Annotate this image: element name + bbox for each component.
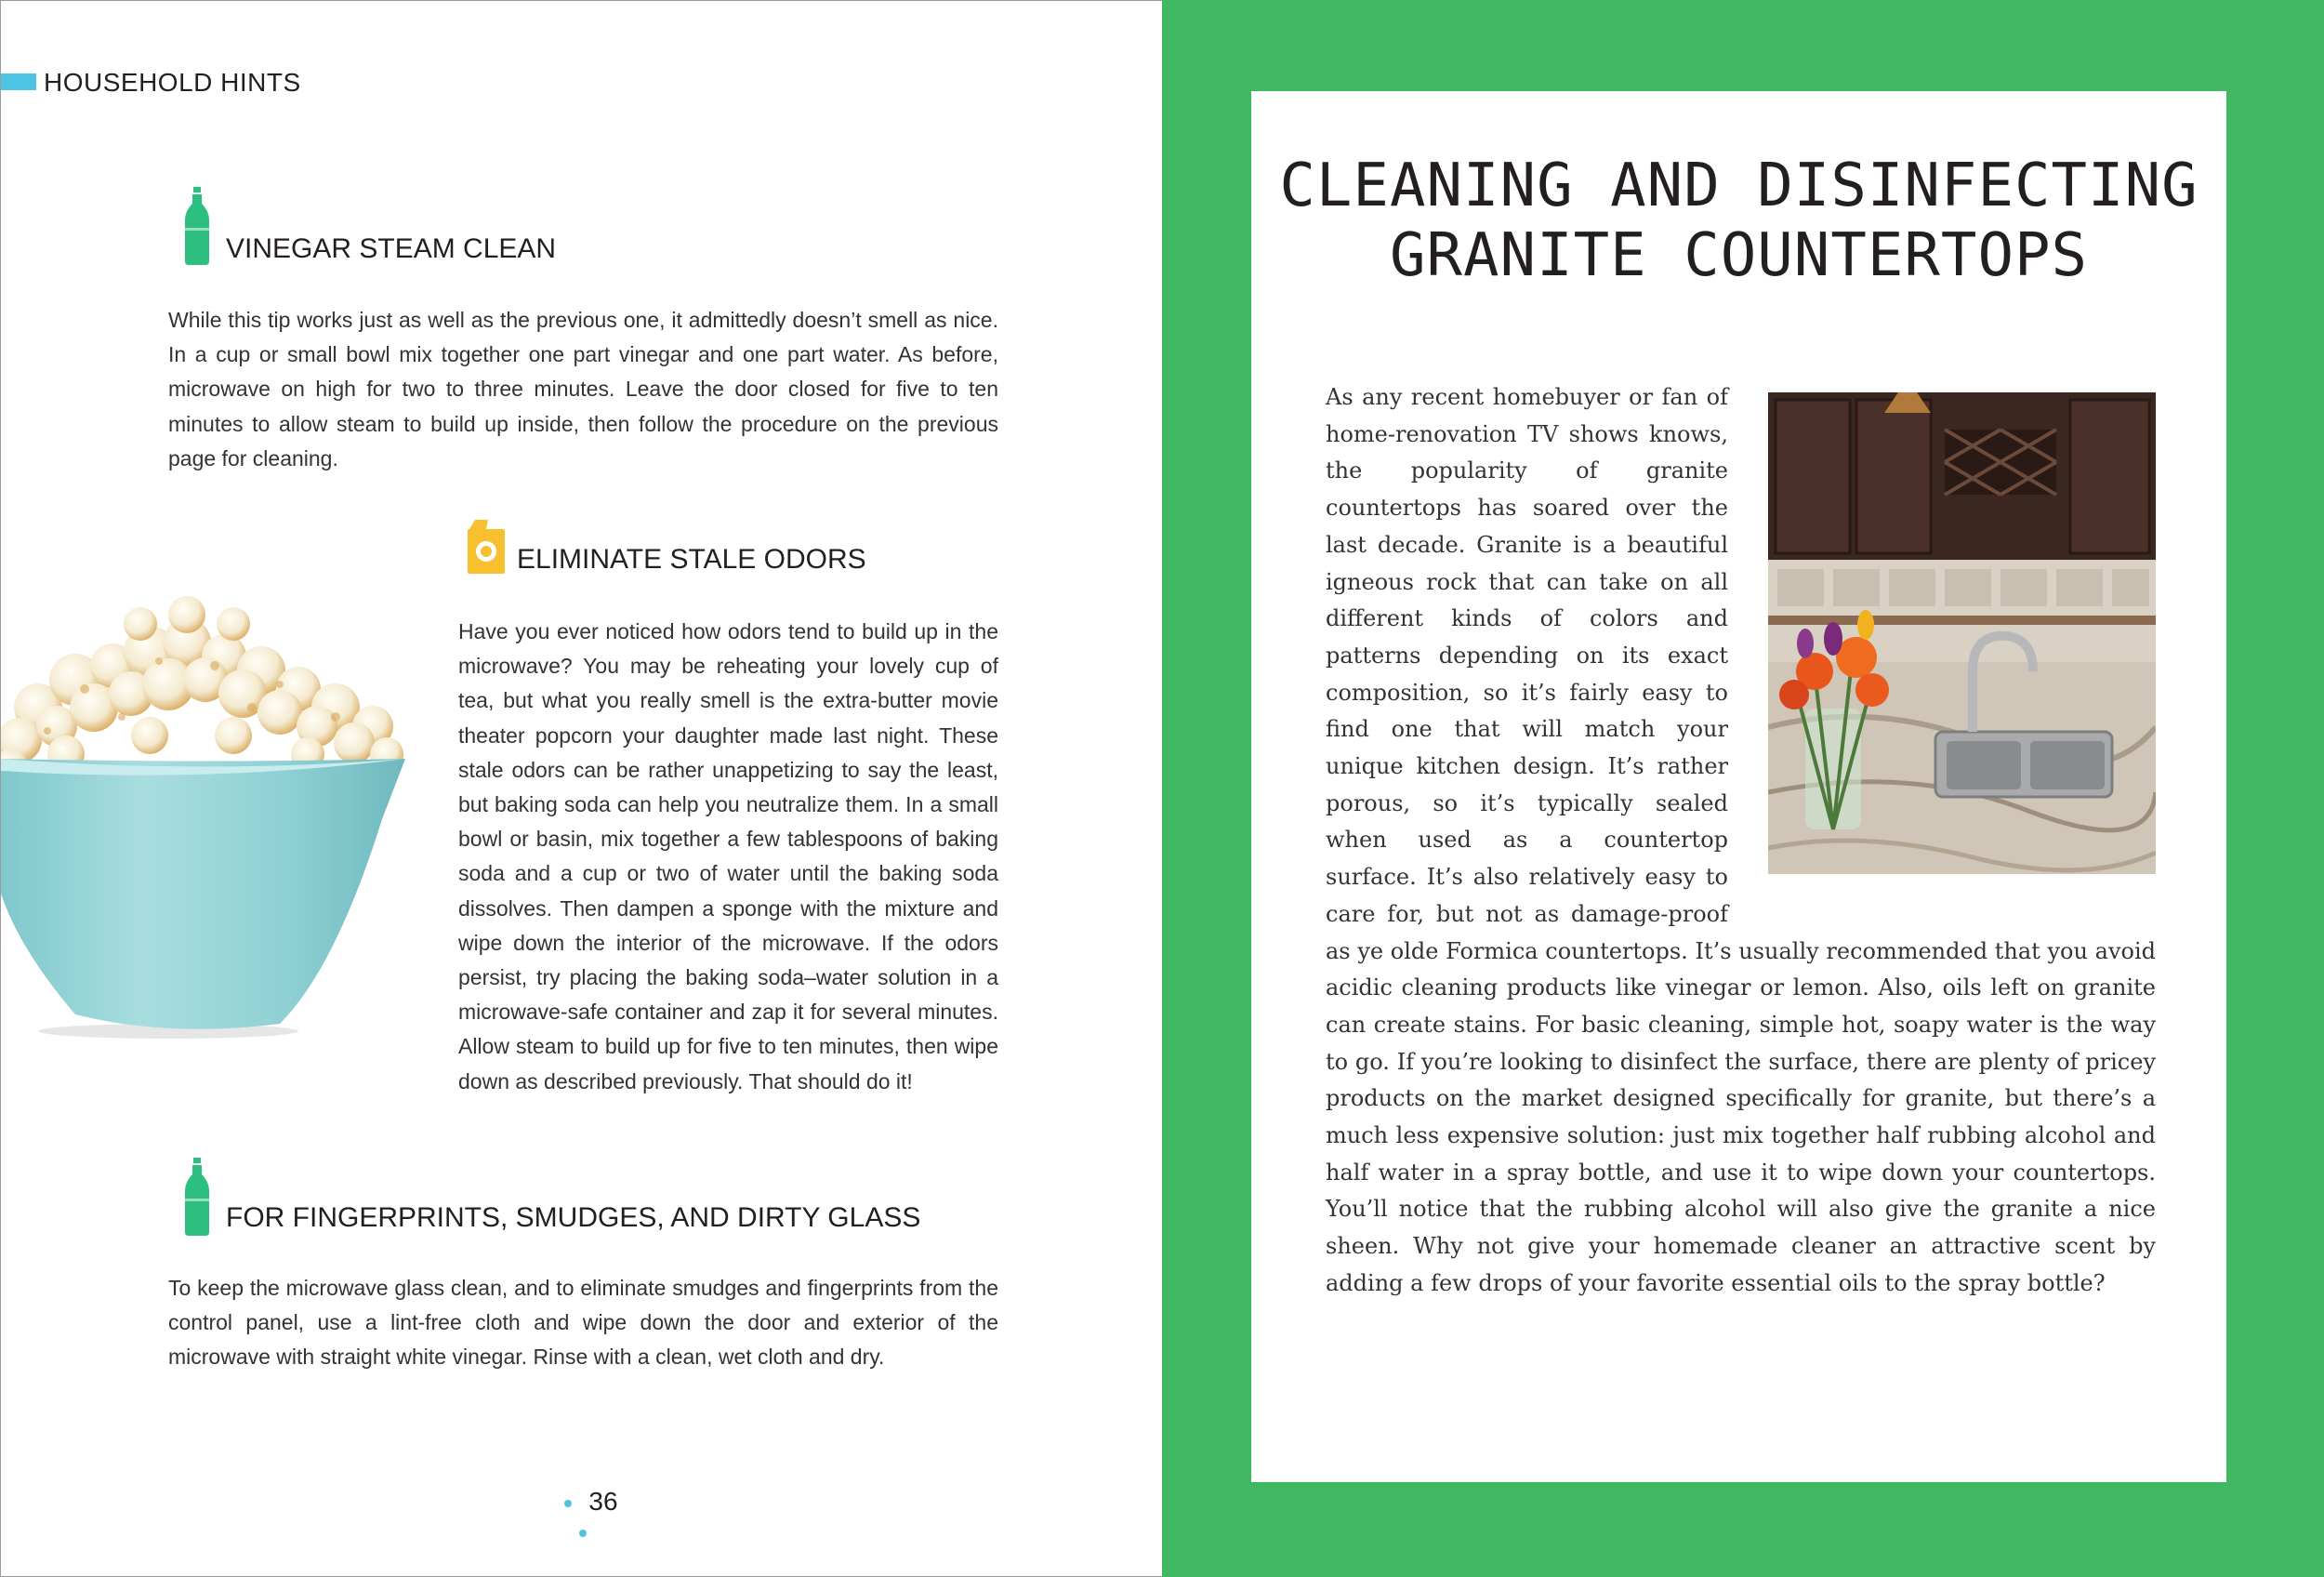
popcorn-bowl-image (1, 577, 410, 1042)
card-title: CLEANING AND DISINFECTING GRANITE COUNTERTOPS (1279, 152, 2199, 290)
page-number-dot (564, 1500, 572, 1507)
section-body-stale-odors: Have you ever noticed how odors tend to build up in the microwave? You may be reheating your lovely cup of tea, but what you really smell is the extra-butter movie theater popcorn your daughter made last night. These stale odors can be rather unappetizing to say the least, but baking soda can help you neutralize them. In a small bowl or basin, mix together a few tablespoons of baking soda and a cup or two of water until the baking soda dissolves. Then dampen a sponge with the mixture and wipe down the interior of the microwave. If the odors persist, try placing the baking soda–water solution in a microwave-safe container and zap it for several minutes. Allow steam to build up for five to ten minutes, then wipe down as described previously. That should do it! (458, 619, 998, 1093)
image-wrap-spacer (1728, 379, 2156, 896)
section-heading-vinegar-steam: VINEGAR STEAM CLEAN (226, 233, 557, 264)
card-body (1326, 379, 2156, 1303)
header-accent-bar (1, 73, 36, 90)
section-body-vinegar-steam: While this tip works just as well as the previous one, it admittedly doesn’t smell as nice. In a cup or small bowl mix together one part vinegar and one part water. As before, microwave on high for two to three minutes. Leave the door closed for five to ten minutes to allow steam to build up inside, then follow the procedure on the previous page for cleaning. (168, 308, 998, 470)
bottle-icon (183, 187, 211, 265)
page-number-value: 36 (588, 1487, 618, 1516)
page-number (531, 1487, 635, 1546)
baking-soda-box-icon (466, 520, 507, 574)
running-header: HOUSEHOLD HINTS (44, 68, 301, 97)
card-body-text: As any recent homebuyer or fan of home-renovation TV shows knows, the popularity of granite countertops has soared over the last decade. Granite is a beautiful igneous rock that can take on all different kinds of colors and patterns depending on its exact composition, so it’s fairly easy to find one that will match your unique kitchen design. It’s rather porous, so it’s typically sealed when used as a countertop surface. It’s also relatively easy to care for, but not as damage-proof as ye olde Formica countertops. It’s usually recommended that you avoid acidic cleaning products like vinegar or lemon. Also, oils left on granite can create stains. For basic cleaning, simple hot, soapy water is the way to go. If you’re looking to disinfect the surface, there are plenty of pricey products on the market designed specifically for granite, but there’s a much less expensive solution: just mix together half rubbing alcohol and half water in a spray bottle, and use it to wipe down your countertops. You’ll notice that the rubbing alcohol will also give the granite a nice sheen. Why not give your homemade cleaner an attractive scent by adding a few drops of your favorite essential oils to the spray bottle? (1326, 384, 2156, 1296)
section-body-fingerprints: To keep the microwave glass clean, and to eliminate smudges and fingerprints from the control panel, use a lint-free cloth and wipe down the door and exterior of the microwave with straight white vinegar. Rinse with a clean, wet cloth and dry. (168, 1276, 998, 1370)
page-number-dot (579, 1530, 587, 1537)
section-heading-stale-odors: ELIMINATE STALE ODORS (517, 544, 866, 575)
section-heading-fingerprints: FOR FINGERPRINTS, SMUDGES, AND DIRTY GLASS (226, 1202, 921, 1233)
sidebar-card (1251, 91, 2226, 1482)
bottle-icon (183, 1158, 211, 1236)
